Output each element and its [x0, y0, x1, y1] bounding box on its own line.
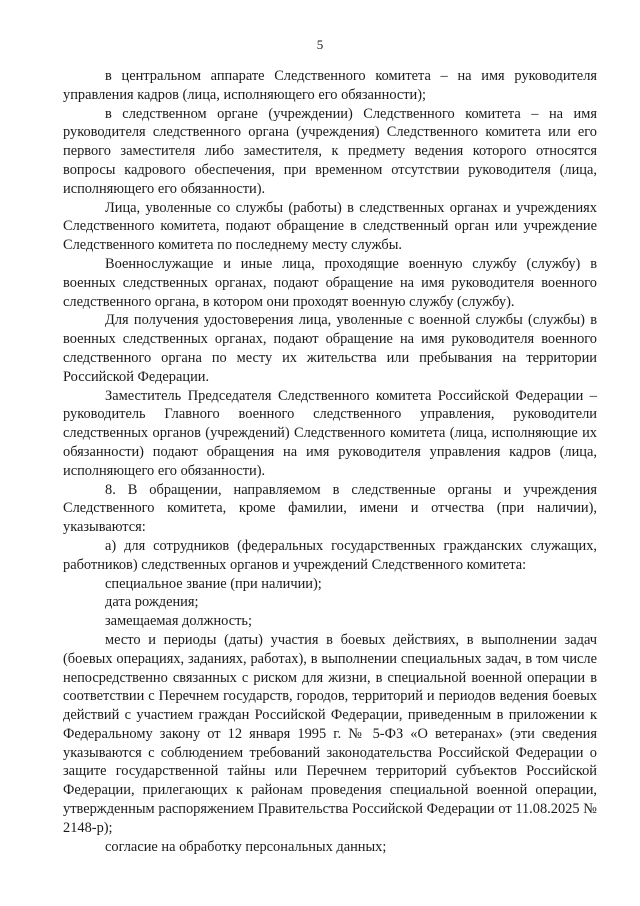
- list-item-position: замещаемая должность;: [105, 613, 252, 630]
- list-item-data-consent: согласие на обработку персональных данных;: [105, 838, 387, 855]
- document-body: [63, 67, 597, 856]
- paragraph-item-8: 8. В обращении, направляемом в следственные органы и учреждения Следственного комитета, кроме фамилии, имени и отчества (при наличии), указываются:: [63, 481, 597, 536]
- paragraph-subitem-a: а) для сотрудников (федеральных государственных гражданских служащих, работников) следственных органов и учреждений Следственного комитета:: [63, 537, 597, 573]
- page-number: 5: [316, 37, 324, 52]
- paragraph-military-servicemen: Военнослужащие и иные лица, проходящие военную службу (службу) в военных следственных органах, подают обращение на имя руководителя военного следственного органа, в котором они проходят военную службу (службу).: [63, 255, 597, 310]
- paragraph-certificate-dismissed: Для получения удостоверения лица, уволенные с военной службы (службы) в военных следственных органах, подают обращение на имя руководителя военного следственного органа по месту их жительства или пребывания на территории Российской Федерации.: [63, 312, 597, 385]
- paragraph-investigative-body: в следственном органе (учреждении) Следственного комитета – на имя руководителя следственного органа (учреждения) Следственного комитета или его первого заместителя либо заместителя, к предмету ведения которого относятся вопросы кадрового обеспечения, при временном отсутствии руководителя (лица, исполняющего его обязанности).: [63, 105, 597, 197]
- list-item-combat-participation: место и периоды (даты) участия в боевых действиях, в выполнении задач (боевых операциях, заданиях, работах), в выполнении специальных задач, в том числе непосредственно связанных с риском для жизни, в специальной военной операции в соответствии с Перечнем государств, городов, территорий и периодов ведения боевых действий с участием граждан Российской Федерации, приведенным в приложении к Федеральному закону от 12 января 1995 г. № 5-ФЗ «О ветеранах» (эти сведения указываются с соблюдением требований законодательства Российской Федерации о защите государственной тайны или Перечнем территорий субъектов Российской Федерации, прилегающих к районам проведения специальной военной операции, утвержденным распоряжением Правительства Российской Федерации от 11.08.2025 № 2148-р);: [63, 631, 597, 836]
- list-item-special-rank: специальное звание (при наличии);: [105, 575, 322, 592]
- paragraph-dismissed-persons: Лица, уволенные со службы (работы) в следственных органах и учреждениях Следственного комитета, подают обращение в следственный орган или учреждение Следственного комитета по последнему месту службы.: [63, 199, 597, 254]
- paragraph-deputy-chairman: Заместитель Председателя Следственного комитета Российской Федерации – руководитель Главного военного следственного управления, руководители следственных органов (учреждений) Следственного комитета (лица, исполняющие их обязанности) подают обращения на имя руководителя управления кадров (лица, исполняющего его обязанности).: [63, 387, 597, 479]
- list-item-birth-date: дата рождения;: [105, 594, 199, 611]
- paragraph-central-apparatus: в центральном аппарате Следственного комитета – на имя руководителя управления кадров (лица, исполняющего его обязанности);: [63, 68, 597, 103]
